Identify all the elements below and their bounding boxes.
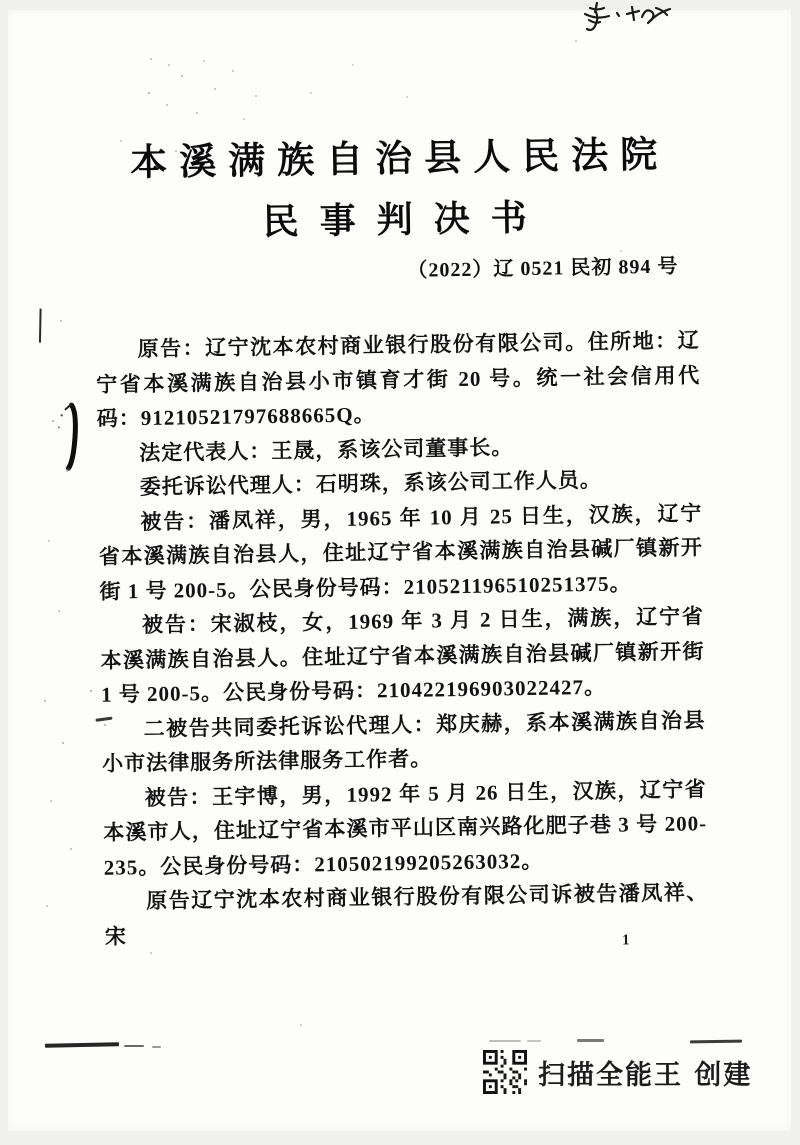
paragraph: 被告：宋淑枝，女，1969 年 3 月 2 日生，满族，辽宁省本溪满族自治县人。住址辽宁省本溪满族自治县碱厂镇新开街 1 号 200-5。公民身份号码：210422196903022427。 xyxy=(100,604,705,707)
scan-edge-line xyxy=(690,1040,742,1044)
paragraph: 法定代表人：王晟，系该公司董事长。 xyxy=(139,434,514,465)
qr-code-icon xyxy=(483,1050,527,1094)
paragraph: 委托诉讼代理人：石明珠，系该公司工作人员。 xyxy=(139,467,602,500)
scan-edge-line xyxy=(152,1046,161,1048)
court-name: 本溪满族自治县人民法院 xyxy=(129,134,670,185)
watermark-text: 扫描全能王 创建 xyxy=(538,1059,753,1091)
document-title: 民事判决书 xyxy=(262,197,548,243)
paragraph: 被告：王宇博，男，1992 年 5 月 26 日生，汉族，辽宁省本溪市人，住址辽宁省本溪市平山区南兴路化肥子巷 3 号 200-235。公民身份号码：210502199205263032。 xyxy=(103,776,708,880)
scan-edge-line xyxy=(45,1042,119,1048)
scan-edge-line xyxy=(527,1040,541,1042)
page-number: 1 xyxy=(621,932,630,949)
scan-edge-line xyxy=(577,1039,604,1042)
handwriting-annotation xyxy=(576,0,676,40)
paragraph: 原告辽宁沈本农村商业银行股份有限公司诉被告潘凤祥、宋 xyxy=(104,880,709,949)
scan-edge-line xyxy=(124,1045,144,1047)
paragraph: 二被告共同委托诉讼代理人：郑庆赫，系本溪满族自治县小市法律服务所法律服务工作者。 xyxy=(101,707,706,776)
case-number: （2022）辽 0521 民初 894 号 xyxy=(407,255,679,282)
paragraph: 被告：潘凤祥，男，1965 年 10 月 25 日生，汉族，辽宁省本溪满族自治县人，住址辽宁省本溪满族自治县碱厂镇新开街 1 号 200-5。公民身份号码：210521196510251375。 xyxy=(98,500,704,604)
paragraph: 原告：辽宁沈本农村商业银行股份有限公司。住所地：辽宁省本溪满族自治县小市镇育才街 20 号。统一社会信用代码：91210521797688665Q。 xyxy=(96,328,701,431)
scanner-watermark xyxy=(483,1049,752,1095)
scan-edge-line xyxy=(489,1040,521,1042)
scan-noise xyxy=(0,0,2,2)
